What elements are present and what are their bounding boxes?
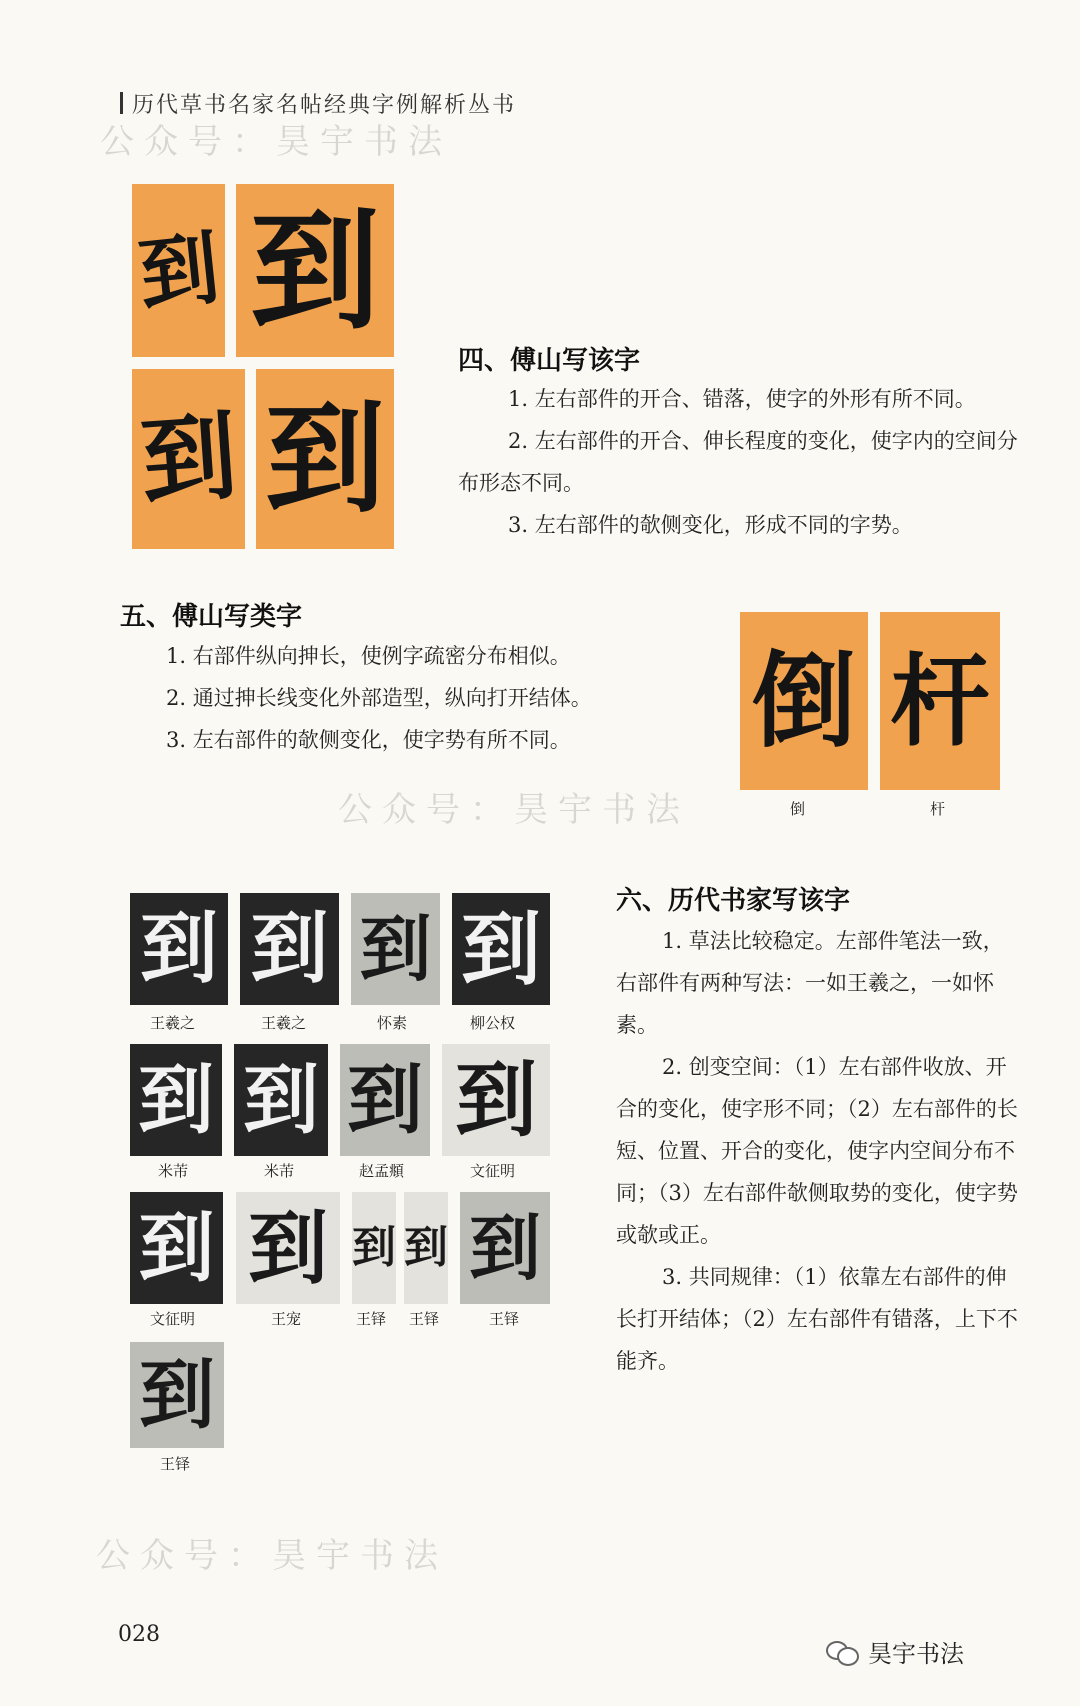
- section-4-item: 1. 左右部件的开合、错落，使字的外形有所不同。: [508, 387, 976, 411]
- master-glyph-image: 到: [130, 893, 228, 1005]
- master-caption: 柳公权: [470, 1014, 516, 1032]
- watermark: 公众号：昊宇书法: [338, 790, 690, 830]
- master-glyph-image: 到: [351, 893, 440, 1005]
- master-caption: 王铎: [489, 1310, 520, 1328]
- master-glyph-image: 到: [240, 893, 339, 1005]
- example-glyph-image: 倒: [740, 612, 868, 790]
- brand-badge: [826, 1634, 964, 1669]
- section-4-item: 2. 左右部件的开合、伸长程度的变化，使字内的空间分布形态不同。: [458, 429, 1018, 495]
- section-6-paragraph: 2. 创变空间：（1）左右部件收放、开合的变化，使字形不同；（2）左右部件的长短、位置、开合的变化，使字内空间分布不同；（3）左右部件欹侧取势的变化，使字势或欹或正。: [616, 1055, 1018, 1247]
- page-number: 028: [118, 1622, 160, 1647]
- master-caption: 怀素: [377, 1014, 408, 1032]
- master-caption: 赵孟頫: [359, 1162, 405, 1180]
- master-glyph-image: 到: [130, 1044, 222, 1156]
- master-glyph-image: 到: [340, 1044, 430, 1156]
- fushan-glyph-image: 到: [236, 184, 394, 357]
- master-glyph-image: 到: [130, 1192, 223, 1304]
- section-5-item: 2. 通过抻长线变化外部造型，纵向打开结体。: [166, 686, 592, 710]
- master-caption: 文征明: [150, 1310, 196, 1328]
- master-glyph-image: 到: [352, 1192, 396, 1304]
- master-caption: 王铎: [160, 1455, 191, 1473]
- master-caption: 米芾: [264, 1162, 295, 1180]
- master-caption: 王铎: [409, 1310, 440, 1328]
- section-4-title: 四、傅山写该字: [458, 346, 641, 376]
- master-glyph-image: 到: [234, 1044, 328, 1156]
- master-glyph-image: 到: [460, 1192, 550, 1304]
- brand-name: 昊宇书法: [868, 1640, 964, 1668]
- section-4-item: 3. 左右部件的欹侧变化，形成不同的字势。: [508, 513, 913, 537]
- section-6-paragraph: 3. 共同规律：（1）依靠左右部件的伸长打开结体；（2）左右部件有错落，上下不能齐。: [616, 1265, 1018, 1373]
- watermark: 公众号：昊宇书法: [96, 1536, 448, 1576]
- section-6-title: 六、历代书家写该字: [616, 886, 851, 916]
- section-5-item: 1. 右部件纵向抻长，使例字疏密分布相似。: [166, 644, 571, 668]
- master-caption: 王羲之: [261, 1014, 307, 1032]
- section-5-item: 3. 左右部件的欹侧变化，使字势有所不同。: [166, 728, 571, 752]
- fushan-glyph-image: 到: [132, 184, 225, 357]
- master-glyph-image: 到: [404, 1192, 448, 1304]
- master-glyph-image: 到: [236, 1192, 340, 1304]
- master-glyph-image: 到: [130, 1342, 224, 1448]
- master-caption: 王铎: [356, 1310, 387, 1328]
- example-glyph-image: 杆: [880, 612, 1000, 790]
- header-rule: [120, 92, 123, 114]
- master-caption: 王羲之: [150, 1014, 196, 1032]
- section-5-title: 五、傅山写类字: [120, 602, 303, 632]
- wechat-icon: [826, 1639, 858, 1665]
- master-caption: 米芾: [158, 1162, 189, 1180]
- fushan-glyph-image: 到: [256, 369, 394, 549]
- watermark: 公众号：昊宇书法: [100, 122, 452, 162]
- fushan-glyph-image: 到: [132, 369, 245, 549]
- master-caption: 文征明: [470, 1162, 516, 1180]
- example-caption: 杆: [930, 800, 946, 818]
- running-title: 历代草书名家名帖经典字例解析丛书: [132, 93, 517, 118]
- master-caption: 王宠: [271, 1310, 302, 1328]
- example-caption: 倒: [790, 800, 806, 818]
- section-6-paragraph: 1. 草法比较稳定。左部件笔法一致，右部件有两种写法：一如王羲之，一如怀素。: [616, 929, 1004, 1037]
- master-glyph-image: 到: [452, 893, 550, 1005]
- master-glyph-image: 到: [442, 1044, 550, 1156]
